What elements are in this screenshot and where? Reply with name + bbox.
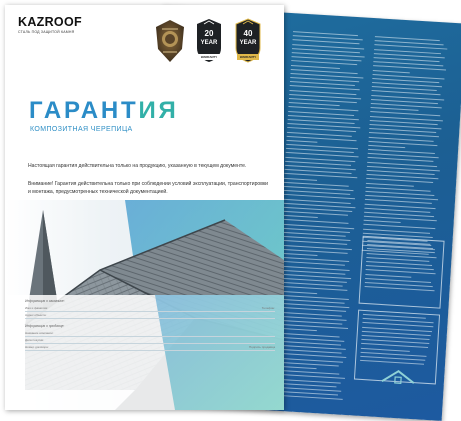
document-subtitle: КОМПОЗИТНАЯ ЧЕРЕПИЦА xyxy=(30,126,133,133)
field-label: Название компании: xyxy=(25,331,54,335)
seller-signature-label: Подпись продавца xyxy=(248,345,275,349)
text-line xyxy=(289,102,340,106)
warning-note: Внимание! Гарантия действительна только при соблюдении условий эксплуатации, транспортировки и монтажа, предусмотренных технической документацией. xyxy=(28,181,269,196)
purchase-date-field[interactable] xyxy=(25,337,275,344)
warranty-form xyxy=(25,298,275,351)
text-line xyxy=(368,145,405,148)
field-label: Имя и фамилия: xyxy=(25,306,48,310)
badge-warranty-label: WARRANTY xyxy=(237,54,259,60)
text-line xyxy=(365,273,411,277)
badge-year-label: YEAR xyxy=(239,40,257,46)
field-label: Дата покупки: xyxy=(25,338,45,342)
text-line xyxy=(284,177,317,180)
terms-column-left xyxy=(271,31,367,403)
logo-tagline: СТАЛЬ ПОД ЗАЩИТОЙ КАМНЯ xyxy=(18,30,75,34)
quality-emblem-icon xyxy=(154,19,186,63)
contract-number-field[interactable] xyxy=(25,344,275,351)
text-line xyxy=(361,347,410,351)
logo-text: KAZROOF xyxy=(18,15,82,29)
badge-year-label: YEAR xyxy=(200,40,218,46)
badge-warranty-label: WARRANTY xyxy=(198,54,220,60)
seller-section-heading: Информация о продавце: xyxy=(25,324,65,328)
text-line xyxy=(373,70,410,73)
40-year-warranty-badge xyxy=(235,18,261,63)
customer-section-heading: Информация о заказчике: xyxy=(25,299,65,303)
company-name-field[interactable] xyxy=(25,330,275,337)
warranty-terms-text xyxy=(293,31,453,41)
house-roof-icon xyxy=(380,367,417,389)
text-line xyxy=(371,107,419,111)
text-line xyxy=(364,220,401,223)
text-line xyxy=(286,140,317,143)
terms-column-right xyxy=(362,36,449,258)
customer-name-field[interactable] xyxy=(25,305,275,312)
title-part-blue: ГАРАНТ xyxy=(29,97,139,124)
phone-field-label: Телефон: xyxy=(261,306,275,310)
object-address-field[interactable] xyxy=(25,312,275,319)
document-title xyxy=(29,97,179,125)
20-year-warranty-badge xyxy=(196,18,222,63)
validity-note: Настоящая гарантия действительна только на продукцию, указанную в текущем документе. xyxy=(28,163,247,169)
text-line xyxy=(279,253,317,256)
badge-years: 20 xyxy=(204,29,214,38)
warranty-front-page xyxy=(5,5,284,410)
brand-logo xyxy=(18,15,82,34)
text-line xyxy=(365,286,435,291)
field-label: Адрес объекта: xyxy=(25,313,47,317)
title-part-teal: ИЯ xyxy=(138,97,179,124)
text-line xyxy=(282,215,318,218)
field-label: Номер договора: xyxy=(25,345,49,349)
manufacturer-info-box xyxy=(359,236,445,309)
text-line xyxy=(360,360,424,365)
text-line xyxy=(291,65,340,69)
badge-years: 40 xyxy=(243,29,253,38)
text-line xyxy=(366,182,414,186)
